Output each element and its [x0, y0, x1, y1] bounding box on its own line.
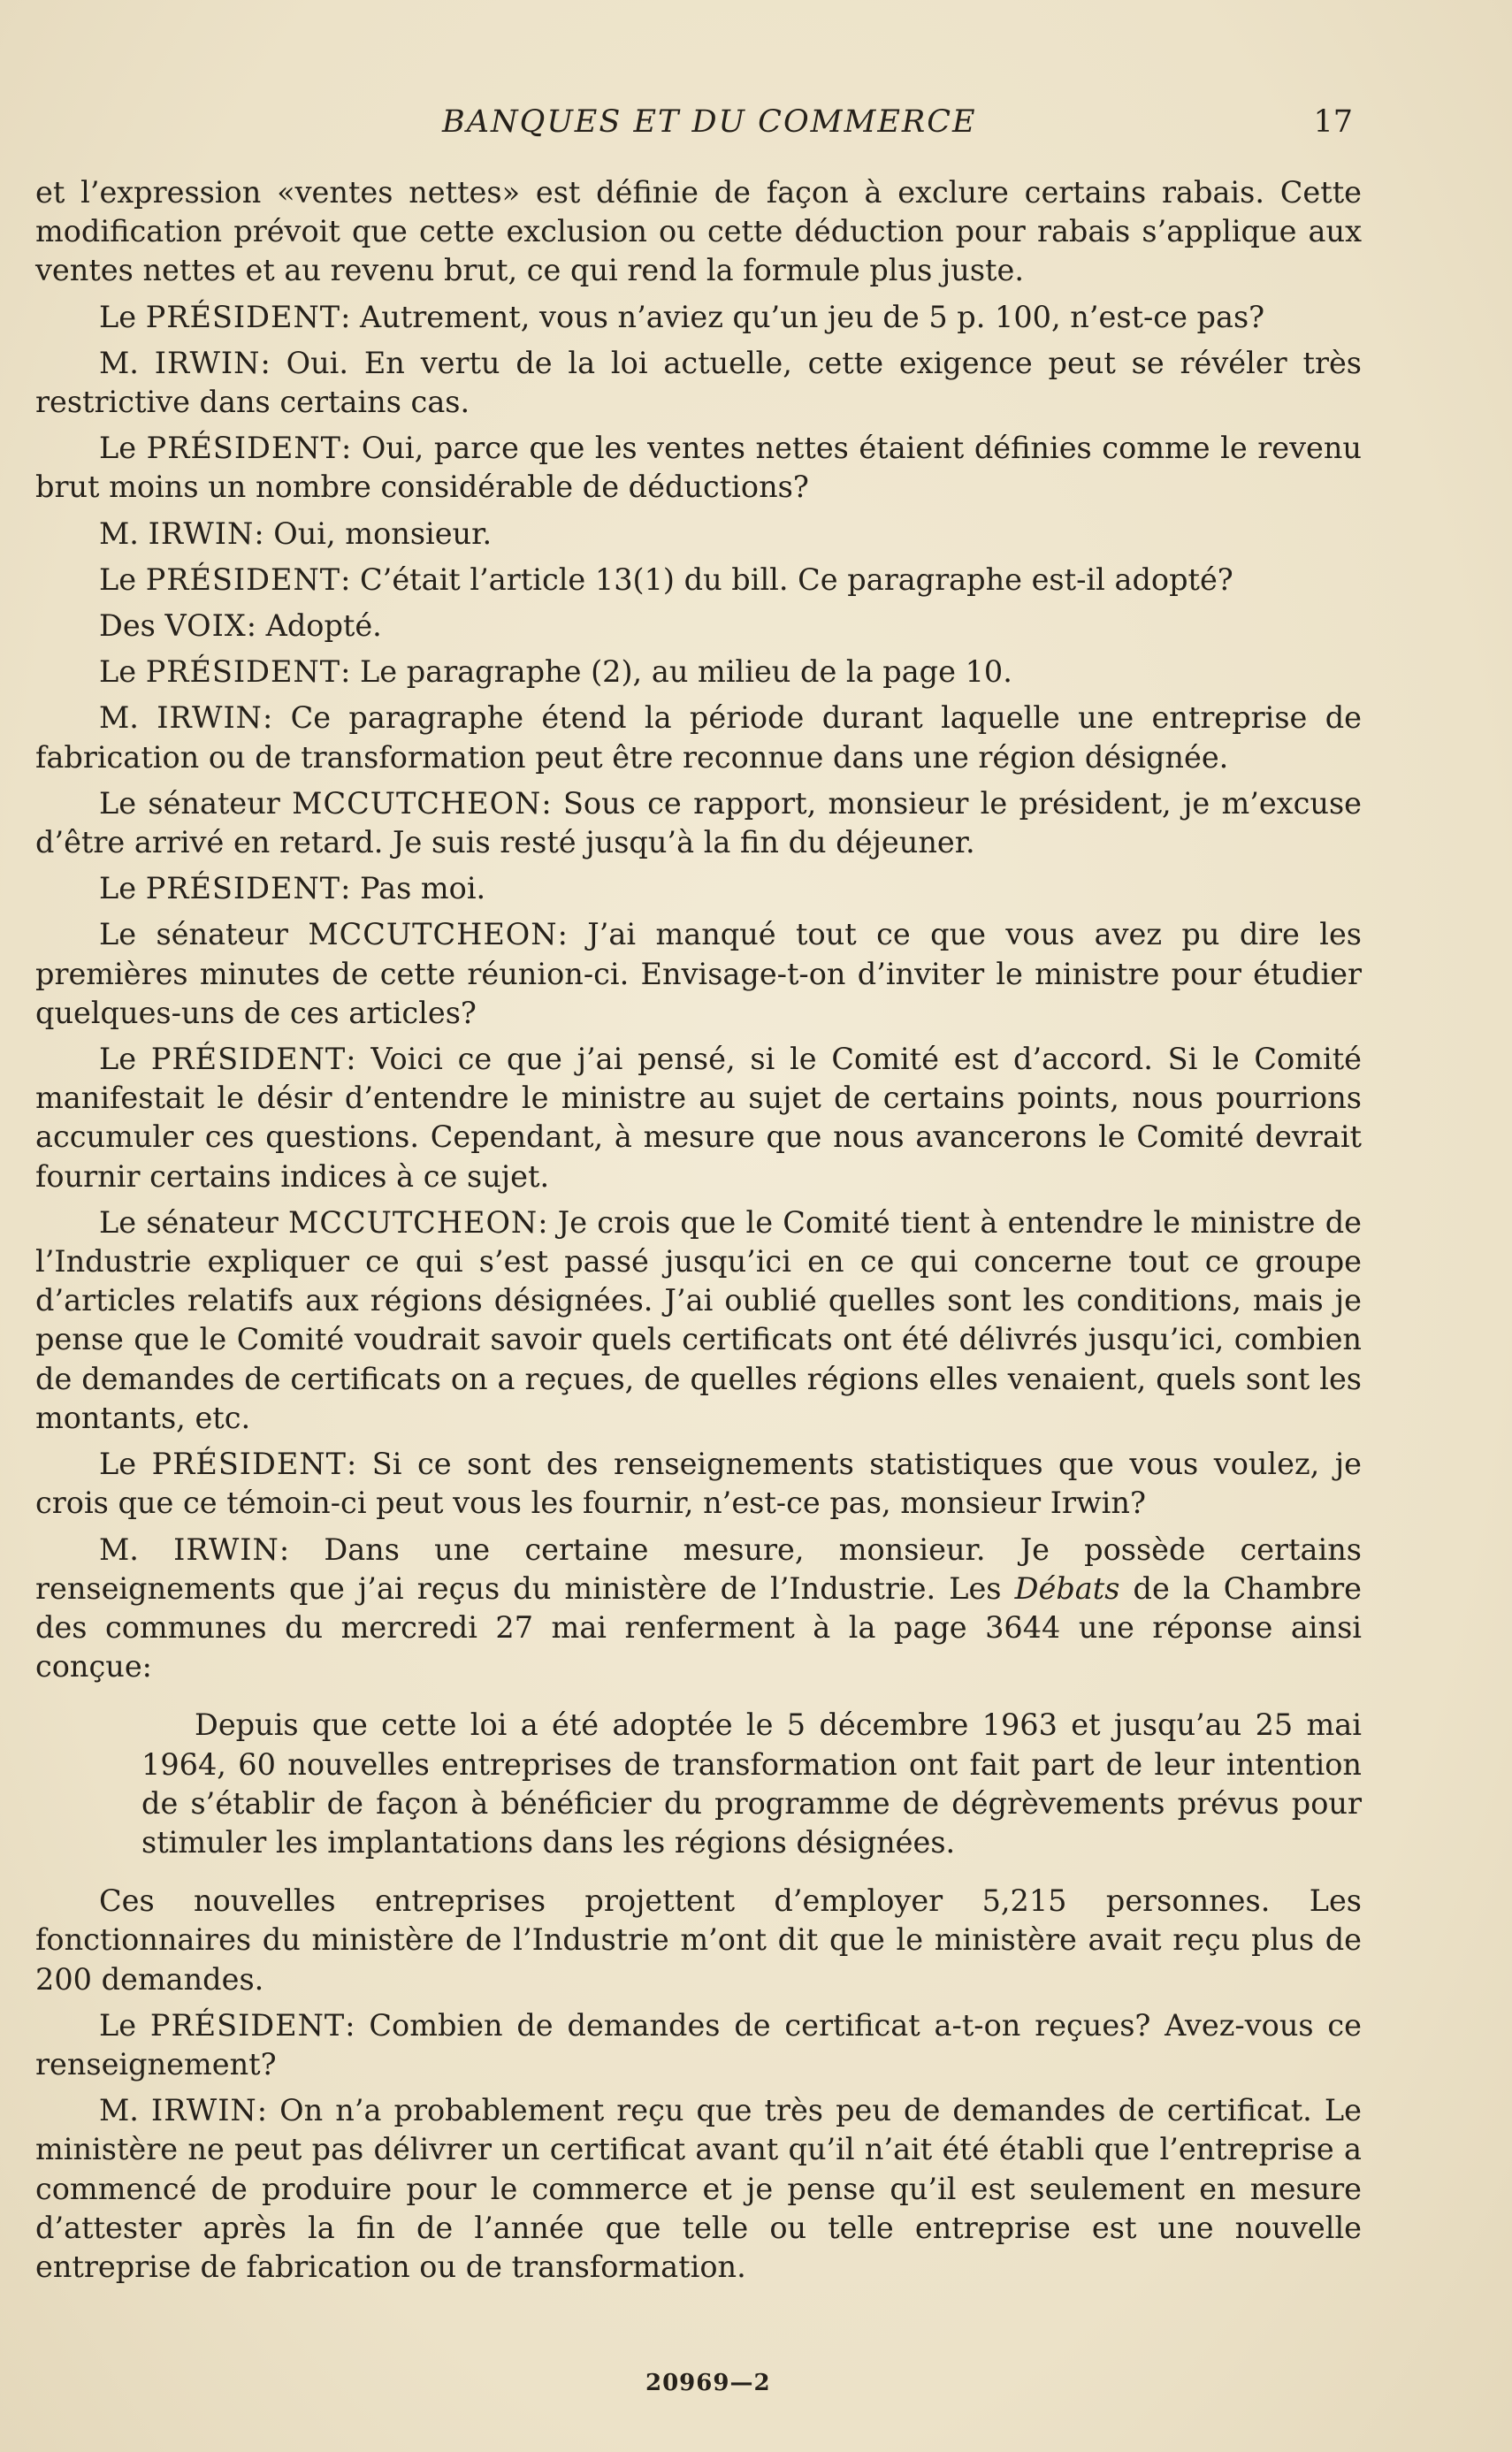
speaker-prefix: Des [99, 608, 156, 644]
page-number: 17 [1313, 104, 1353, 140]
speech-text: Autrement, vous n’aviez qu’un jeu de 5 p. 100, n’est-ce pas? [350, 299, 1265, 334]
speech: M. IRWIN: Oui, monsieur. [99, 516, 493, 551]
speaker-name: VOIX [164, 608, 247, 644]
speaker-name: MCCUTCHEON [308, 917, 558, 952]
speech-text: Oui. En vertu de la loi actuelle, cette exigence peut se révéler très restrictive dans certains cas. [35, 345, 1362, 420]
speech-text: Combien de demandes de certificat a-t-on reçues? Avez-vous ce renseignement? [35, 2007, 1362, 2082]
speech-text: Si ce sont des renseignements statistiques que vous voulez, je crois que ce témoin-ci peut vous les fournir, n’est-ce pas, monsieur Irwin? [35, 1447, 1363, 1521]
speaker-prefix: M. [99, 700, 139, 736]
speaker-prefix: Le [99, 1042, 137, 1077]
speaker-prefix: Le [99, 299, 137, 334]
speaker-prefix: M. [99, 2093, 139, 2128]
speech: Le PRÉSIDENT: Le paragraphe (2), au milieu de la page 10. [99, 654, 1012, 690]
speech: Le PRÉSIDENT: Pas moi. [99, 871, 486, 906]
page-header [35, 104, 1353, 149]
speech: Le PRÉSIDENT: Si ce sont des renseignements statistiques que vous voulez, je crois que ce témoin-ci peut vous les fournir, n’est-ce pas, monsieur Irwin? [35, 1447, 1363, 1521]
speech: Le sénateur MCCUTCHEON: J’ai manqué tout ce que vous avez pu dire les premières minutes de cette réunion-ci. Envisage-t-on d’inviter le ministre pour étudier quelques-uns de ces articles? [35, 917, 1363, 1030]
speaker-name: PRÉSIDENT [151, 1447, 347, 1482]
speaker-prefix: Le [99, 871, 137, 906]
speaker-name: IRWIN [151, 2093, 257, 2128]
speaker-name: PRÉSIDENT [146, 431, 342, 466]
speaker-prefix: Le [99, 2007, 137, 2043]
speaker-name: PRÉSIDENT [145, 871, 341, 906]
speech: Le sénateur MCCUTCHEON: Je crois que le Comité tient à entendre le ministre de l’Industrie expliquer ce qui s’est passé jusqu’ici en ce qui concerne tout ce groupe d’articles relatifs aux régions désignées. J’ai oublié quelles sont les conditions, mais je pense que le Comité voudrait savoir quels certificats ont été délivrés jusqu’ici, combien de demandes de certificats on a reçues, de quelles régions elles venaient, quels sont les montants, etc. [35, 1204, 1362, 1435]
speaker-name: MCCUTCHEON [288, 1204, 538, 1240]
speech-text: Je crois que le Comité tient à entendre le ministre de l’Industrie expliquer ce qui s’est passé jusqu’ici en ce qui concerne tout ce groupe d’articles relatifs aux régions désignées. J’ai oublié quelles sont les conditions, mais je pense que le Comité voudrait savoir quels certificats ont été délivrés jusqu’ici, combien de demandes de certificats on a reçues, de quelles régions elles venaient, quels sont les montants, etc. [35, 1204, 1362, 1435]
speaker-prefix: M. [99, 1532, 139, 1567]
speaker-prefix: Le sénateur [99, 917, 288, 952]
speaker-prefix: M. [99, 345, 139, 380]
speech-text: Pas moi. [350, 871, 486, 906]
speech: Le PRÉSIDENT: Combien de demandes de certificat a-t-on reçues? Avez-vous ce renseignement? [35, 2007, 1362, 2082]
speech: Le PRÉSIDENT: C’était l’article 13(1) du bill. Ce paragraphe est-il adopté? [99, 561, 1233, 597]
paragraph-text: Ces nouvelles entreprises projettent d’employer 5,215 personnes. Les fonctionnaires du ministère de l’Industrie m’ont dit que le ministère avait reçu plus de 200 demandes. [35, 1883, 1362, 1997]
speech-text: Oui, monsieur. [263, 516, 493, 551]
italic-title: Débats [1014, 1570, 1120, 1606]
speech: Le PRÉSIDENT: Oui, parce que les ventes nettes étaient définies comme le revenu brut moins un nombre considérable de déductions? [35, 431, 1363, 505]
speaker-prefix: Le [99, 654, 137, 690]
speaker-prefix: M. [99, 516, 139, 551]
quote-text: Depuis que cette loi a été adoptée le 5 décembre 1963 et jusqu’au 25 mai 1964, 60 nouvelles entreprises de transformation ont fait part de leur intention de s’établir de façon à bénéficier du programme de dégrèvements prévus pour stimuler les implantations dans les régions désignées. [141, 1707, 1362, 1860]
speech-text: Voici ce que j’ai pensé, si le Comité est d’accord. Si le Comité manifestait le désir d’entendre le ministre au sujet de certains points, nous pourrions accumuler ces questions. Cependant, à mesure que nous avancerons le Comité devrait fournir certains indices à ce sujet. [35, 1042, 1362, 1194]
paragraph [35, 173, 1362, 291]
speech-text: Oui, parce que les ventes nettes étaient définies comme le revenu brut moins un nombre considérable de déductions? [35, 431, 1363, 505]
speech: M. IRWIN: On n’a probablement reçu que très peu de demandes de certificat. Le ministère ne peut pas délivrer un certificat avant qu’il n’ait été établi que l’entreprise a commencé de produire pour le commerce et je pense qu’il est seulement en mesure d’attester après la fin de l’année que telle ou telle entreprise est une nouvelle entreprise de fabrication ou de transformation. [35, 2093, 1362, 2284]
speaker-name: PRÉSIDENT [145, 654, 341, 690]
speaker-name: MCCUTCHEON [292, 785, 542, 821]
speaker-name: PRÉSIDENT [145, 299, 341, 334]
speech: Le sénateur MCCUTCHEON: Sous ce rapport, monsieur le président, je m’excuse d’être arrivé en retard. Je suis resté jusqu’à la fin du déjeuner. [35, 785, 1362, 860]
speaker-name: PRÉSIDENT [150, 1042, 347, 1077]
speaker-prefix: Le [99, 431, 137, 466]
speech-text: Ce paragraphe étend la période durant laquelle une entreprise de fabrication ou de transformation peut être reconnue dans une région désignée. [35, 700, 1362, 775]
speech: M. IRWIN: Dans une certaine mesure, monsieur. Je possède certains renseignements que j’ai reçus du ministère de l’Industrie. Les Débats de la Chambre des communes du mercredi 27 mai renferment à la page 3644 une réponse ainsi conçue: [35, 1532, 1362, 1684]
speaker-name: PRÉSIDENT [145, 561, 341, 597]
speaker-name: IRWIN [154, 345, 261, 380]
speech-text: C’était l’article 13(1) du bill. Ce paragraphe est-il adopté? [350, 561, 1233, 597]
signature-mark: 20969—2 [645, 2370, 771, 2396]
speech-text: Sous ce rapport, monsieur le président, je m’excuse d’être arrivé en retard. Je suis resté jusqu’à la fin du déjeuner. [35, 785, 1362, 860]
speech-text: Adopté. [256, 608, 382, 644]
speaker-name: IRWIN [173, 1532, 279, 1567]
speaker-name: PRÉSIDENT [149, 2007, 346, 2043]
speaker-name: IRWIN [148, 516, 255, 551]
paragraph [35, 1882, 1362, 1999]
speech: Des VOIX: Adopté. [99, 608, 382, 644]
document-body [35, 173, 1362, 2294]
paragraph-text: et l’expression «ventes nettes» est définie de façon à exclure certains rabais. Cette modification prévoit que cette exclusion ou cette déduction pour rabais s’applique aux ventes nettes et au revenu brut, ce qui rend la formule plus juste. [35, 175, 1362, 288]
speech-text: de la Chambre des communes du mercredi 27 mai renferment à la page 3644 une réponse ainsi conçue: [35, 1570, 1362, 1684]
speech-text: On n’a probablement reçu que très peu de demandes de certificat. Le ministère ne peut pas délivrer un certificat avant qu’il n’ait été établi que l’entreprise a commencé de produire pour le commerce et je pense qu’il est seulement en mesure d’attester après la fin de l’année que telle ou telle entreprise est une nouvelle entreprise de fabrication ou de transformation. [35, 2093, 1362, 2284]
running-title: BANQUES ET DU COMMERCE [442, 104, 977, 140]
speech: Le PRÉSIDENT: Autrement, vous n’aviez qu’un jeu de 5 p. 100, n’est-ce pas? [99, 299, 1265, 334]
speech-text: J’ai manqué tout ce que vous avez pu dire les premières minutes de cette réunion-ci. Envisage-t-on d’inviter le ministre pour étudier quelques-uns de ces articles? [35, 917, 1363, 1030]
speech-text: Dans une certaine mesure, monsieur. Je possède certains renseignements que j’ai reçus du ministère de l’Industrie. Les [35, 1532, 1362, 1606]
speaker-prefix: Le sénateur [99, 785, 280, 821]
speaker-prefix: Le [99, 1447, 137, 1482]
speech: Le PRÉSIDENT: Voici ce que j’ai pensé, si le Comité est d’accord. Si le Comité manifestait le désir d’entendre le ministre au sujet de certains points, nous pourrions accumuler ces questions. Cependant, à mesure que nous avancerons le Comité devrait fournir certains indices à ce sujet. [35, 1042, 1362, 1194]
block-quote [141, 1706, 1362, 1862]
speech: M. IRWIN: Oui. En vertu de la loi actuelle, cette exigence peut se révéler très restrictive dans certains cas. [35, 345, 1362, 420]
speaker-prefix: Le [99, 561, 137, 597]
speech: M. IRWIN: Ce paragraphe étend la période durant laquelle une entreprise de fabrication ou de transformation peut être reconnue dans une région désignée. [35, 700, 1362, 775]
speech-text: Le paragraphe (2), au milieu de la page 10. [350, 654, 1012, 690]
speaker-prefix: Le sénateur [99, 1204, 279, 1240]
speaker-name: IRWIN [157, 700, 263, 736]
